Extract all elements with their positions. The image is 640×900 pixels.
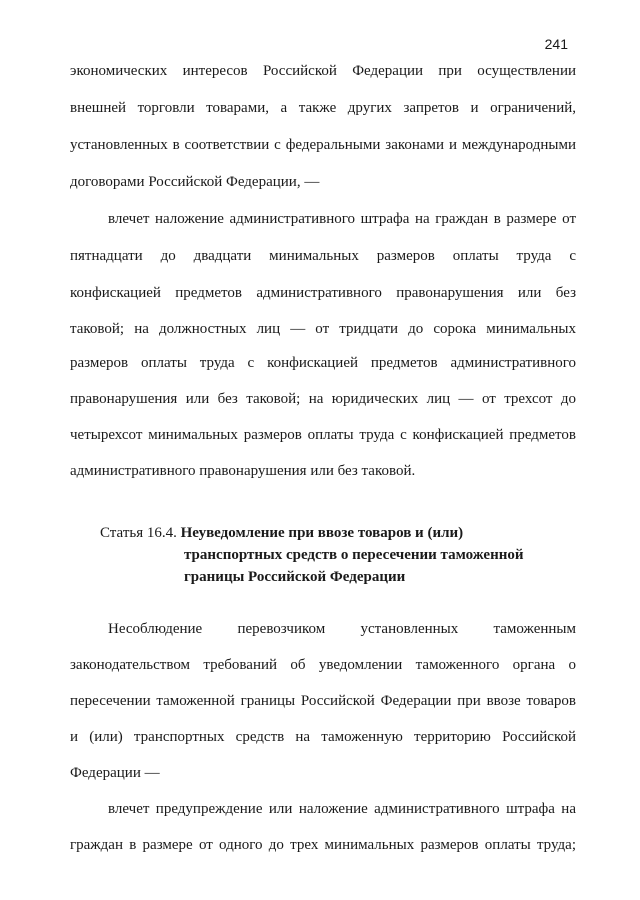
text-line: административного правонарушения или без таковой.	[70, 463, 416, 479]
article-number: Статья 16.4.	[100, 525, 177, 541]
text-line: внешней торговли товарами, а также других запретов и ограничений,	[70, 100, 576, 116]
article-title-line: Неуведомление при ввозе товаров и (или)	[180, 525, 464, 541]
text-line: четырехсот минимальных размеров оплаты труда с конфискацией предметов	[70, 427, 576, 443]
text-line: конфискацией предметов административного правонарушения или без	[70, 285, 576, 301]
text-line: пятнадцати до двадцати минимальных размеров оплаты труда с	[70, 248, 576, 264]
text-line: влечет наложение административного штрафа на граждан в размере от	[108, 211, 576, 227]
text-line: влечет предупреждение или наложение административного штрафа на	[108, 801, 576, 817]
text-line: договорами Российской Федерации, —	[70, 174, 320, 190]
text-line: граждан в размере от одного до трех минимальных размеров оплаты труда;	[70, 837, 576, 853]
article-title-line: транспортных средств о пересечении таможенной	[184, 547, 524, 563]
text-line: Несоблюдение перевозчиком установленных таможенным	[108, 621, 576, 637]
text-line: установленных в соответствии с федеральными законами и международными	[70, 137, 576, 153]
article-heading-first-line	[100, 524, 463, 542]
text-line: и (или) транспортных средств на таможенную территорию Российской	[70, 729, 576, 745]
article-title-line: границы Российской Федерации	[184, 569, 406, 585]
text-line: размеров оплаты труда с конфискацией предметов административного	[70, 355, 576, 371]
text-line: пересечении таможенной границы Российской Федерации при ввозе товаров	[70, 693, 576, 709]
text-line: экономических интересов Российской Федерации при осуществлении	[70, 63, 576, 79]
text-line: таковой; на должностных лиц — от тридцати до сорока минимальных	[70, 321, 576, 337]
page-number: 241	[544, 36, 568, 52]
text-line: Федерации —	[70, 765, 160, 781]
text-line: правонарушения или без таковой; на юридических лиц — от трехсот до	[70, 391, 576, 407]
text-line: законодательством требований об уведомлении таможенного органа о	[70, 657, 576, 673]
